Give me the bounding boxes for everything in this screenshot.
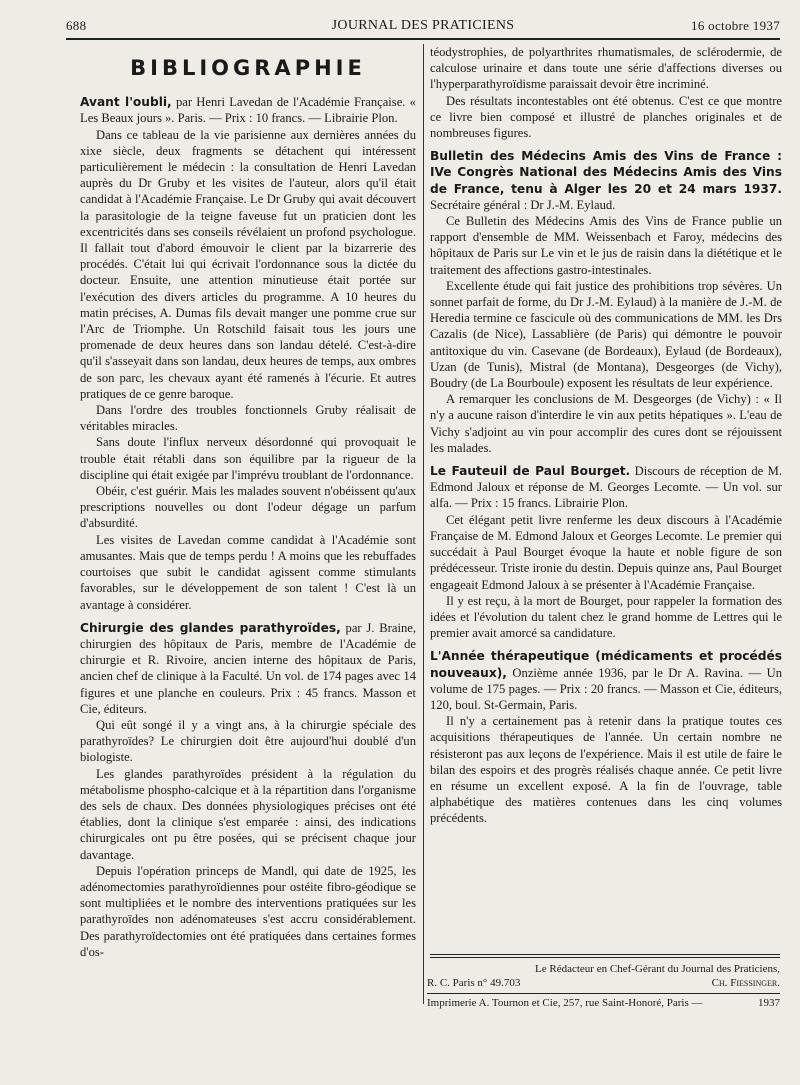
printer-name: Imprimerie A. Tournon et Cie, 257, rue Saint-Honoré, Paris — [427,997,703,1009]
entry-paragraph: Des résultats incontestables ont été obtenus. C'est ce que montre ce livre bien composé et illustré de planches originales et de nombreuses figures. [430,93,782,141]
entry-meta: Onzième année 1936, par le Dr A. Ravina. — Un volume de 175 pages. — Prix : 20 francs. — Masson et Cie, éditeurs, 120, boul. St-Germain, Paris. [430,665,782,712]
entry-meta: Discours de réception de M. Edmond Jaloux et réponse de M. Georges Lecomte. — Un vol. sur alfa. — Prix : 15 francs. Librairie Plon. [430,464,782,511]
entry-title: Avant l'oubli, [80,95,172,110]
entry-paragraph: Depuis l'opération princeps de Mandl, qui date de 1925, les adénomectomies parathyroïdiennes pour ostéite fibro-géodique se sont multipliées et le nombre des interventions pratiquées sur les parathyroïdes non adénomateuses s'est accru considérablement. Des parathyroïdectomies ont été pratiquées dans certaines formes d'os- [80,863,416,959]
entry-paragraph: Ce Bulletin des Médecins Amis des Vins de France publie un rapport d'ensemble de MM. Weissenbach et Faroy, médecins des hôpitaux de Paris sur Le vin et le jus de raisin dans la diététique et le traitement des affections gastro-intestinales. [430,214,782,277]
entry-title: L'Année thérapeutique (médicaments et procédés nouveaux), [430,649,782,680]
entry-paragraph: A remarquer les conclusions de M. Desgeorges (de Vichy) : « Il n'y a aucune raison d'interdire le vin aux petits hépatiques ». L'eau de Vichy s'adjoint au vin pour accomplir des cures dont se réjouissent les malades. [430,392,782,455]
footer-rule [430,957,780,958]
printer-rule [427,993,780,994]
entry-paragraph: Les glandes parathyroïdes président à la régulation du métabolisme phospho-calcique et à la répartition dans l'organisme des sels de chaux. Des données physiologiques précises ont été établies, dont la clinique s'est emparée : ainsi, des indications chirurgicales ont pu être posées, qui se précisent chaque jour davantage. [80,766,416,862]
header-rule [66,38,780,40]
issue-date: 16 octobre 1937 [691,18,780,33]
entry-title-line [430,463,782,512]
entry-meta: par J. Braine, chirurgien des hôpitaux de Paris, membre de l'Académie de chirurgie et R. Rivoire, ancien interne des hôpitaux de Paris, ancien chef de clinique à la Faculté. Un vol. de 174 pages avec 14 figures et une planche en couleurs. Prix : 45 francs. Masson et Cie, éditeurs. [80,620,416,716]
entry-meta: par Henri Lavedan de l'Académie Française. « Les Beaux jours ». Paris. — Prix : 10 francs. — Librairie Plon. [80,95,416,126]
section-title: BIBLIOGRAPHIE [130,56,366,80]
right-column [430,44,782,827]
page-header [66,18,780,40]
entry-paragraph: Qui eût songé il y a vingt ans, à la chirurgie spéciale des parathyroïdes? Le chirurgien doit être aujourd'hui doublé d'un biologiste. [80,717,416,765]
entry-paragraph: Sans doute l'influx nerveux désordonné qui provoquait le trouble était rétabli dans son équilibre par la rigueur de la discipline qui était exigée par l'imprévu troublant de l'ordonnance. [80,435,416,482]
registration-number: R. C. Paris n° 49.703 [427,977,521,989]
printer-line [427,997,780,1009]
entry-title-line [80,94,416,126]
entry-paragraph: Dans l'ordre des troubles fonctionnels Gruby réalisait de véritables miracles. [80,403,416,434]
entry-title-line [430,148,782,213]
page-number: 688 [66,18,87,33]
entry-title-line [80,620,416,717]
footer-rule [430,954,780,955]
entry-paragraph: Excellente étude qui fait justice des prohibitions trop sévères. Un sonnet parfait de forme, du Dr J.-M. Eylaud) à la manière de J.-M. de Heredia termine ce fascicule où des communications de MM. les Drs Cazalis (de Nice), Lassablière (de Paris) qui démontre le pouvoir antitoxique du vin. Casevane (de Bordeaux), Eylaud (de Bordeaux), Uzan (de Tunis), Mistral (de Montana), Desgeorges (de Vichy), Boudry (de La Bourboule) exposent les résultats de leur expérience. [430,278,782,391]
entry-title: Le Fauteuil de Paul Bourget. [430,464,631,479]
journal-title: JOURNAL DES PRATICIENS [331,18,515,33]
entry-paragraph: Dans ce tableau de la vie parisienne aux dernières années du xixe siècle, deux fragments se détachent qui intéressent particulièrement le médecin : la consultation de Henri Lavedan auprès du Dr Gruby et les visites de l'auteur, alors qu'il était candidat à l'Académie Française. Le Dr Gruby qui avait découvert la parasitologie de la teigne faveuse fut un praticien dont les excentricités dans ses conseils révélaient un profond psychologue. Il fallait tout d'abord émouvoir le client par la bizarrerie des procédés. C'était lui qui écrivait l'ordonnance sous la dictée du docteur. Ensuite, une attention minutieuse était portée sur l'exécution des divers articles du programme. A 10 heures du matin précises, A. Dumas fils devait manger une pomme crue sur l'Arc de Triomphe. Un Rotschild faisait tous les jours une promenade de deux heures dans son landau dételé. C'est-à-dire qu'il s'asseyait dans son landau, deux heures de temps, aux ombres de son parc, les chevaux ayant été ramenés à l'écurie. Et autres pratiques de ce genre baroque. [80,127,416,401]
entry-paragraph: Cet élégant petit livre renferme les deux discours à l'Académie Française de M. Edmond Jaloux et Georges Lecomte. Le premier qui succédait à Paul Bourget évoque la haute et noble figure de son prédécesseur. Triste ironie du destin. Depuis quinze ans, Paul Bourget engageait Edmond Jaloux à se présenter à l'Académie Française. [430,512,782,592]
entry-title: Chirurgie des glandes parathyroïdes, [80,620,341,635]
entry-meta: Secrétaire général : Dr J.-M. Eylaud. [430,197,616,212]
left-column [80,44,416,960]
entry-paragraph: Il y est reçu, à la mort de Bourget, pour rappeler la formation des idées et l'évolution du talent chez le grand homme de Lettres qui le premier avait amorcé sa candidature. [430,593,782,641]
entry-title-line [430,648,782,713]
editor-line: Le Rédacteur en Chef-Gérant du Journal des Praticiens, [535,963,780,975]
printer-year: 1937 [758,997,780,1009]
entry-title: Bulletin des Médecins Amis des Vins de France : IVe Congrès National des Médecins Amis des Vins de France, tenu à Alger les 20 et 24 mars 1937. [430,149,782,196]
editor-footer [427,962,780,990]
editor-name: Ch. Fiessinger. [711,977,780,989]
entry-paragraph: Les visites de Lavedan comme candidat à l'Académie sont amusantes. Mais que de temps perdu ! A moins que les rebuffades courtoises que subit le candidat agissent comme stimulants favorables, sur le développement de son talent ! C'est là un avantage à considérer. [80,532,416,612]
entry-paragraph: Il n'y a certainement pas à retenir dans la pratique toutes ces acquisitions thérapeutiques de l'année. Un certain nombre ne résisteront pas aux leçons de l'expérience. Mais il est utile de faire le bilan des espoirs et des progrès réalisés chaque année. Ce petit livre en résume un excellent exposé. A la fin de l'ouvrage, table alphabétique des matières contenues dans les cinq volumes précédents. [430,714,782,826]
entry-paragraph-continued: téodystrophies, de polyarthrites rhumatismales, de sclérodermie, de calculose urinaire et dans toute une série d'affections diverses ou l'hyperparathyroïdisme paraissait devoir être incriminé. [430,45,782,92]
entry-paragraph: Obéir, c'est guérir. Mais les malades souvent n'obéissent qu'aux prescriptions nouvelles ou dont l'odeur dégage un parfum d'absurdité. [80,484,416,531]
column-divider [423,44,424,1004]
